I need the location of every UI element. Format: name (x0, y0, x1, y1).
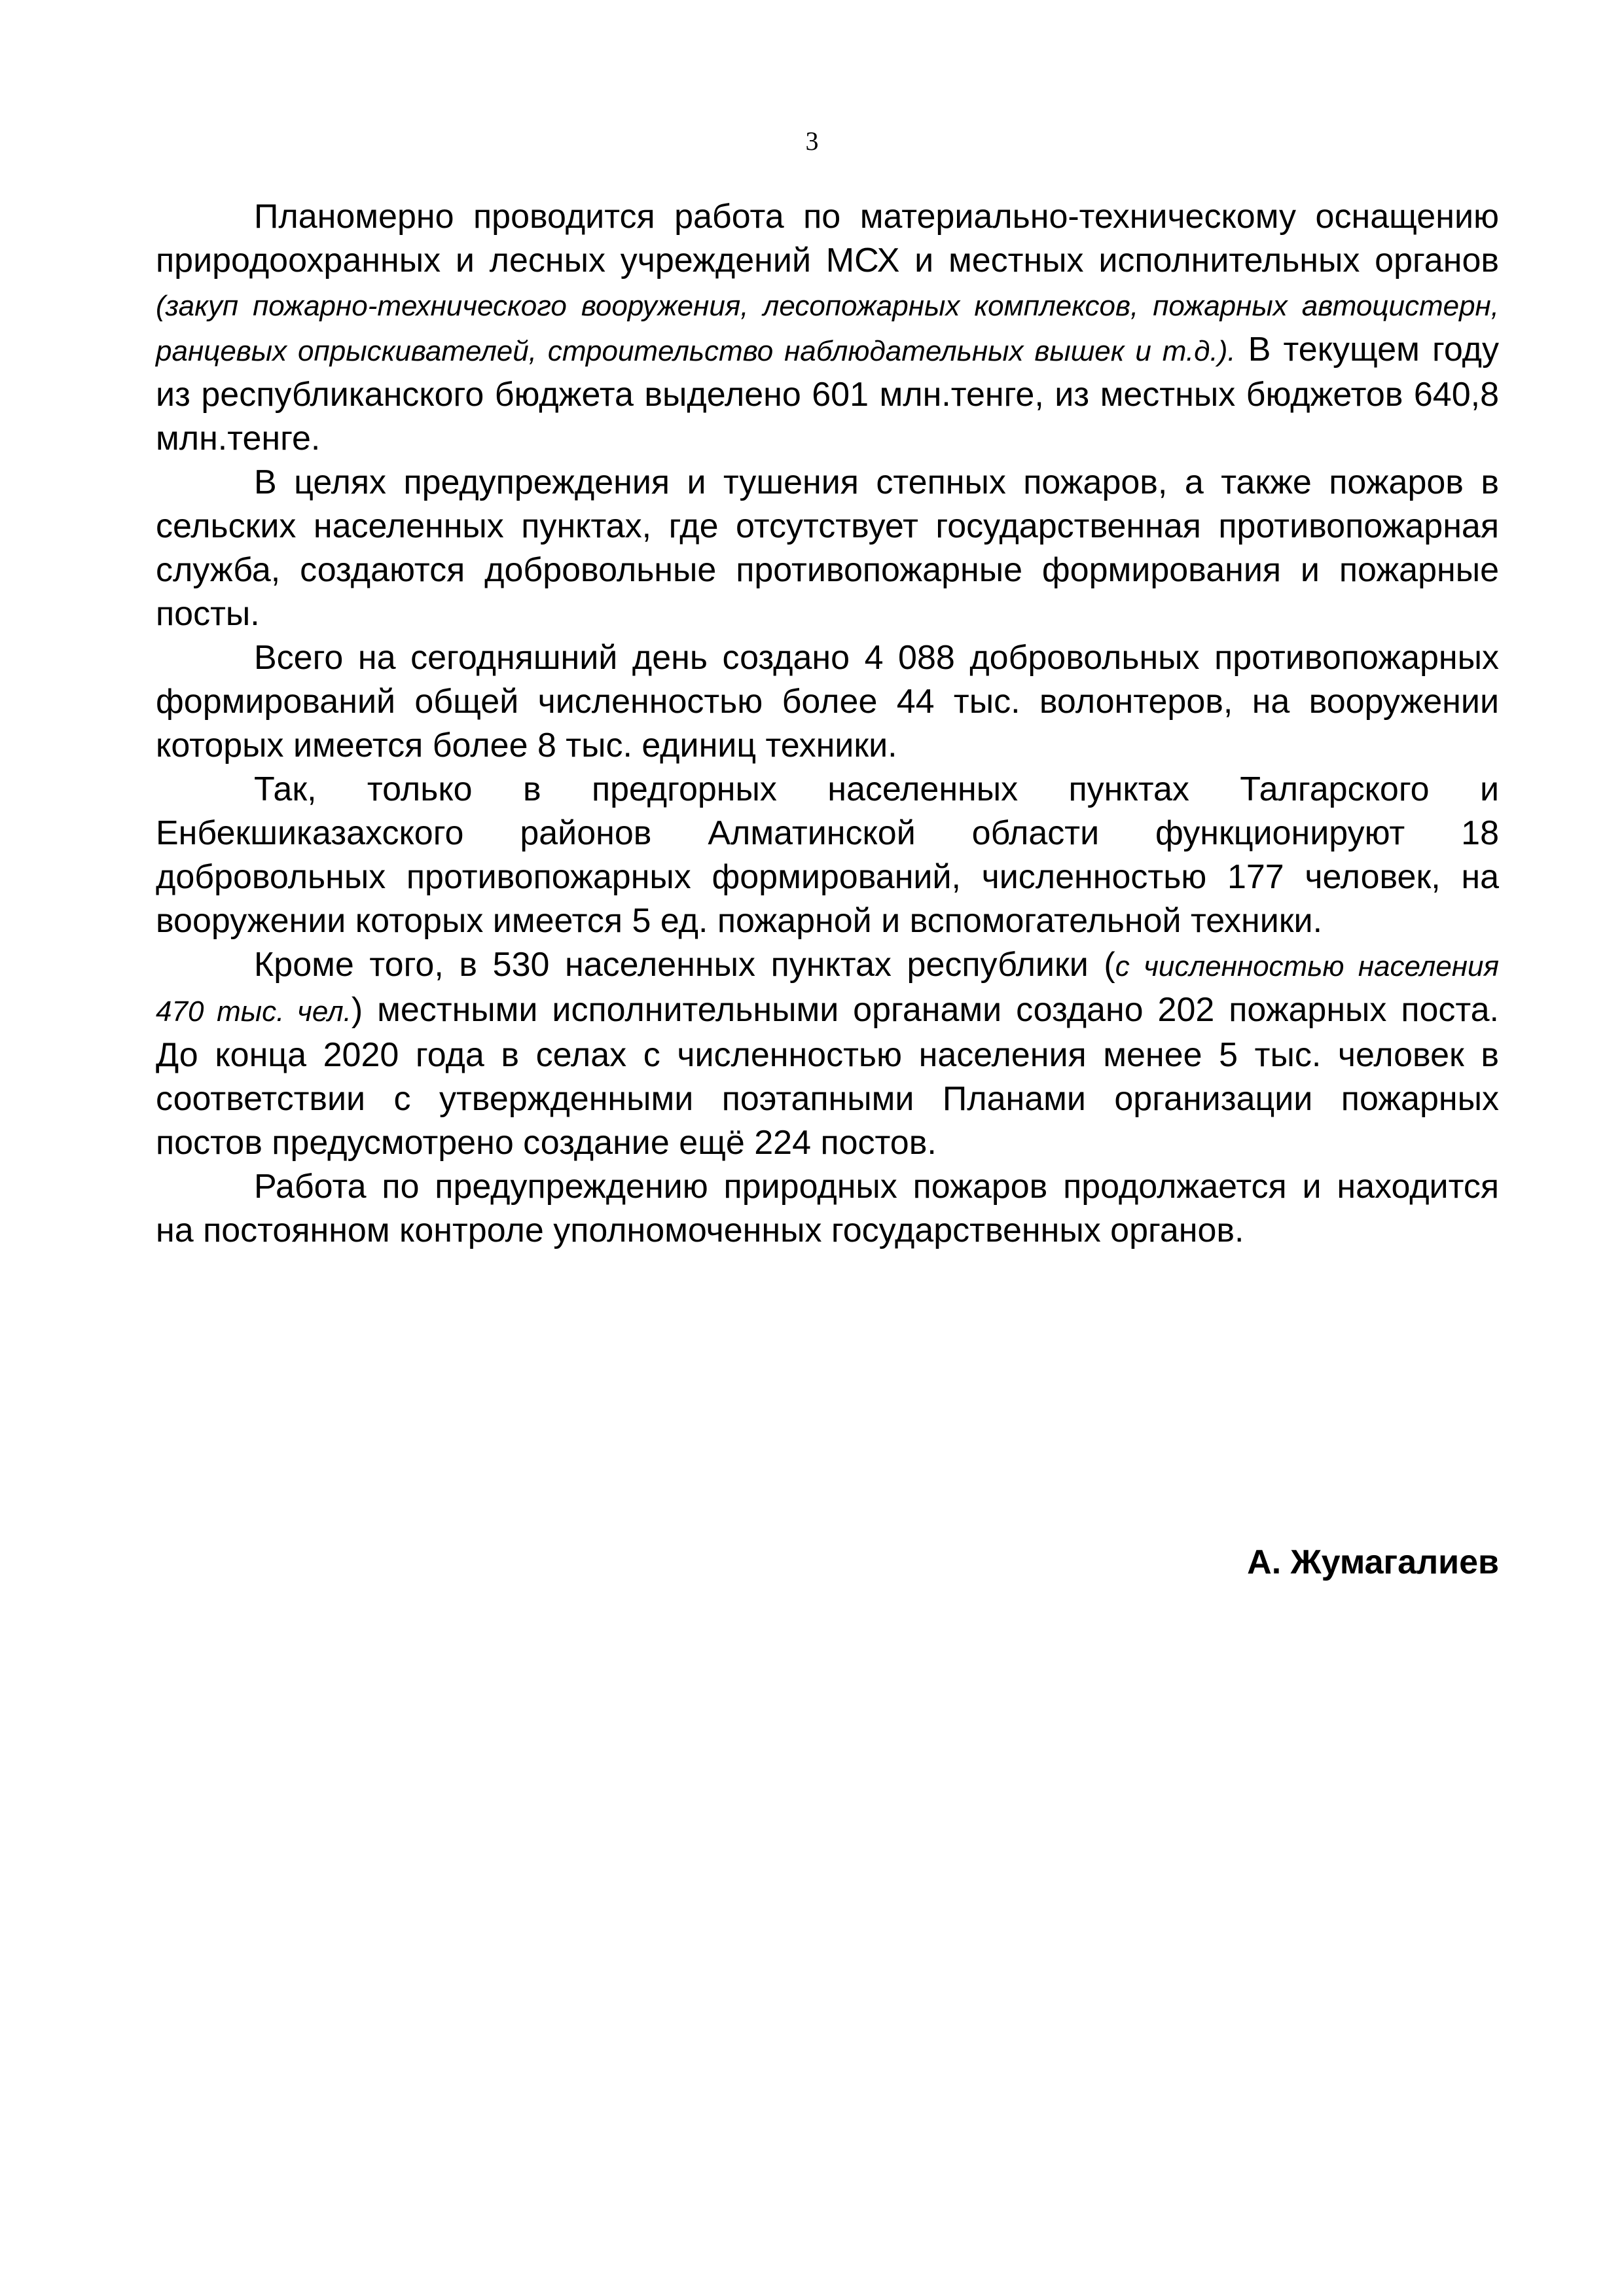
paragraph-formations-total: Всего на сегодняшний день создано 4 088 добровольных противопожарных формирований общей численностью более 44 тыс. волонтеров, на вооружении которых имеется более 8 тыс. единиц техники. (156, 639, 1499, 764)
paragraph-equipment-funding (156, 195, 1499, 461)
paragraph-text: Кроме того, в 530 населенных пунктах республики ( (254, 946, 1115, 984)
page-number: 3 (805, 126, 819, 156)
paragraph-text: В текущем году из республиканского бюджета выделено 601 млн.тенге, из местных бюджетов 640,8 млн.тенге. (156, 331, 1499, 457)
paragraph-fire-posts (156, 943, 1499, 1165)
paragraph-volunteer-formations: В целях предупреждения и тушения степных пожаров, а также пожаров в сельских населенных пунктах, где отсутствует государственная противопожарная служба, создаются добровольные противопожарные формирования и пожарные посты. (156, 463, 1499, 633)
paragraph-text: Планомерно проводится работа по материально-техническому оснащению природоохранных и лесных учреждений МСХ и местных исполнительных органов (156, 198, 1499, 279)
paragraph-italic-note: с численностью населения 470 тыс. чел. (156, 950, 1499, 1028)
paragraph-text: ) местными исполнительными органами создано 202 пожарных поста. До конца 2020 года в селах с численностью населения менее 5 тыс. человек в соответствии с утвержденными поэтапными Планами организации пожарных постов предусмотрено создание ещё 224 постов. (156, 991, 1499, 1162)
document-body (156, 195, 1499, 1253)
paragraph-conclusion: Работа по предупреждению природных пожаров продолжается и находится на постоянном контроле уполномоченных государственных органов. (156, 1168, 1499, 1249)
signature-name: А. Жумагалиев (1247, 1543, 1499, 1581)
paragraph-almaty-region: Так, только в предгорных населенных пунктах Талгарского и Енбекшиказахского районов Алматинской области функционируют 18 добровольных противопожарных формирований, численностью 177 человек, на вооружении которых имеется 5 ед. пожарной и вспомогательной техники. (156, 770, 1499, 940)
paragraph-italic-note: (закуп пожарно-технического вооружения, лесопожарных комплексов, пожарных автоцистерн, ранцевых опрыскивателей, строительство наблюдательных вышек и т.д.). (156, 290, 1499, 367)
